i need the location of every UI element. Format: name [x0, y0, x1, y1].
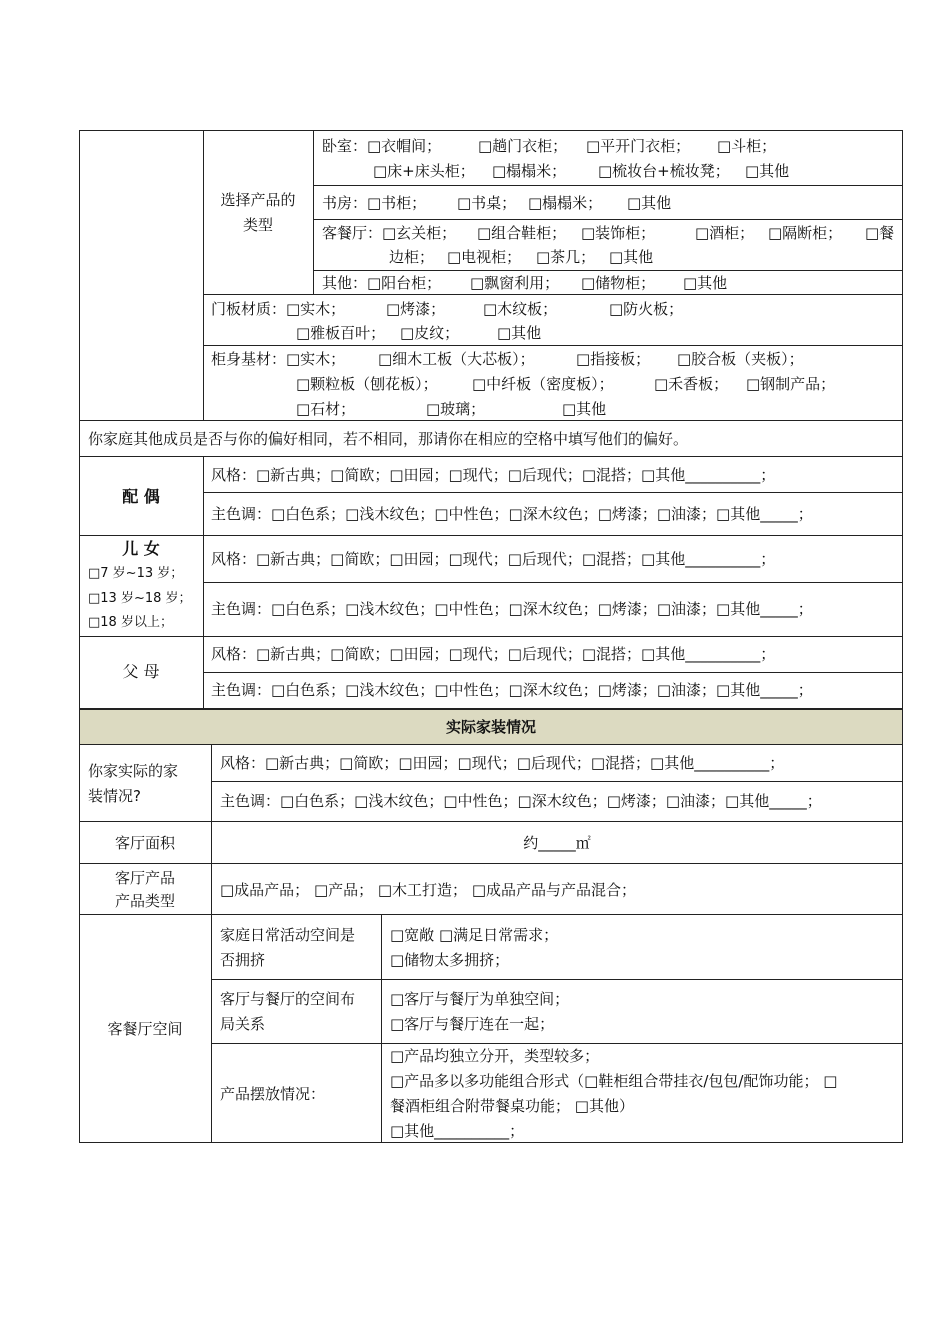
spouse-label: 配 偶 [122, 487, 160, 506]
row-divider [211, 979, 903, 980]
row-divider [79, 636, 903, 637]
row-divider [313, 185, 903, 186]
actual-style[interactable]: 风格：□新古典；□简欧；□田园；□现代；□后现代；□混搭；□其他__________； [220, 754, 785, 772]
study-opt[interactable]: 书房：□书柜； [322, 194, 427, 212]
door-opt[interactable]: □皮纹； [400, 324, 460, 342]
body-opt[interactable]: □指接板； [576, 350, 651, 368]
parents-label: 父 母 [122, 662, 160, 681]
bedroom-opt[interactable]: □趟门衣柜； [478, 137, 568, 155]
row-divider [211, 781, 903, 782]
study-opt[interactable]: □书桌； [457, 194, 517, 212]
living-opt[interactable]: 客餐厅：□玄关柜； [322, 224, 457, 242]
living-opt[interactable]: □电视柜； [447, 248, 522, 266]
q1-label: 家庭日常活动空间是 [220, 926, 356, 944]
living-opt[interactable]: 边柜； [389, 248, 435, 266]
body-opt[interactable]: □细木工板（大芯板）； [378, 350, 535, 368]
bedroom-opt[interactable]: □榻榻米； [492, 162, 567, 180]
q2-label: 局关系 [220, 1015, 266, 1033]
parents-color[interactable]: 主色调：□白色系；□浅木纹色；□中性色；□深木纹色；□烤漆；□油漆；□其他_____； [211, 681, 813, 699]
living-opt[interactable]: □茶几； [536, 248, 596, 266]
living-opt[interactable]: □餐 [865, 224, 895, 242]
q1-opt[interactable]: □宽敞 □满足日常需求； [390, 926, 559, 944]
living-area-label: 客厅面积 [114, 834, 175, 852]
body-opt[interactable]: □禾香板； [654, 375, 729, 393]
row-divider [79, 420, 903, 421]
other-opt[interactable]: □其他 [683, 274, 728, 292]
row-divider [79, 863, 903, 864]
body-opt[interactable]: 柜身基材：□实木； [211, 350, 346, 368]
col-divider [381, 914, 382, 1143]
door-opt[interactable]: □其他 [497, 324, 542, 342]
body-opt[interactable]: □石材； [296, 400, 356, 418]
q3-opt[interactable]: □产品均独立分开，类型较多； [390, 1047, 600, 1065]
q2-opt[interactable]: □客厅与餐厅为单独空间； [390, 990, 570, 1008]
other-opt[interactable]: □飘窗利用； [470, 274, 560, 292]
body-opt[interactable]: □钢制产品； [746, 375, 836, 393]
q3-label: 产品摆放情况： [220, 1085, 326, 1103]
living-type-label: 客厅产品 [114, 869, 175, 887]
door-opt[interactable]: □烤漆； [386, 300, 446, 318]
family-note: 你家庭其他成员是否与你的偏好相同，若不相同，那请你在相应的空格中填写他们的偏好。 [88, 430, 689, 448]
row-divider [203, 672, 903, 673]
children-style[interactable]: 风格：□新古典；□简欧；□田园；□现代；□后现代；□混搭；□其他__________； [211, 550, 776, 568]
body-opt[interactable]: □颗粒板（刨花板）； [296, 375, 438, 393]
q1-label: 否拥挤 [220, 951, 266, 969]
bedroom-opt[interactable]: □梳妆台+梳妆凳； [598, 162, 730, 180]
space-label: 客餐厅空间 [107, 1020, 183, 1038]
spouse-style[interactable]: 风格：□新古典；□简欧；□田园；□现代；□后现代；□混搭；□其他__________； [211, 466, 776, 484]
bedroom-opt[interactable]: □斗柜； [717, 137, 777, 155]
living-opt[interactable]: □装饰柜； [581, 224, 656, 242]
q1-opt[interactable]: □储物太多拥挤； [390, 951, 510, 969]
living-opt[interactable]: □酒柜； [695, 224, 755, 242]
door-opt[interactable]: □木纹板； [483, 300, 558, 318]
children-color[interactable]: 主色调：□白色系；□浅木纹色；□中性色；□深木纹色；□烤漆；□油漆；□其他_____； [211, 600, 813, 618]
body-opt[interactable]: □中纤板（密度板）； [472, 375, 614, 393]
q3-opt[interactable]: 餐酒柜组合附带餐桌功能； □其他） [390, 1097, 634, 1115]
col-divider [211, 744, 212, 1143]
row-divider [313, 270, 903, 271]
row-divider [79, 535, 903, 536]
living-opt[interactable]: □隔断柜； [768, 224, 843, 242]
study-opt[interactable]: □榻榻米； [528, 194, 603, 212]
q2-opt[interactable]: □客厅与餐厅连在一起； [390, 1015, 555, 1033]
select-type-label: 类型 [242, 216, 273, 234]
actual-header: 实际家装情况 [445, 718, 536, 736]
row-divider [211, 1043, 903, 1044]
living-area-value[interactable]: 约_____㎡ [523, 834, 591, 852]
parents-style[interactable]: 风格：□新古典；□简欧；□田园；□现代；□后现代；□混搭；□其他__________； [211, 645, 776, 663]
bedroom-opt[interactable]: 卧室：□衣帽间； [322, 137, 442, 155]
bedroom-opt[interactable]: □平开门衣柜； [586, 137, 691, 155]
living-type-label: 产品类型 [114, 892, 175, 910]
children-label: 儿 女 [122, 539, 160, 558]
row-divider [203, 294, 903, 295]
q2-label: 客厅与餐厅的空间布 [220, 990, 356, 1008]
spouse-color[interactable]: 主色调：□白色系；□浅木纹色；□中性色；□深木纹色；□烤漆；□油漆；□其他_____； [211, 505, 813, 523]
row-divider [79, 821, 903, 822]
bedroom-opt[interactable]: □其他 [745, 162, 790, 180]
door-opt[interactable]: 门板材质：□实木； [211, 300, 346, 318]
body-opt[interactable]: □胶合板（夹板）； [677, 350, 804, 368]
children-age-opt[interactable]: □13 岁~18 岁； [88, 591, 192, 606]
select-type-label: 选择产品的 [220, 191, 296, 209]
children-age-opt[interactable]: □7 岁~13 岁； [88, 566, 184, 581]
row-divider [203, 492, 903, 493]
living-opt[interactable]: □其他 [609, 248, 654, 266]
children-age-opt[interactable]: □18 岁以上； [88, 615, 173, 630]
row-divider [203, 582, 903, 583]
actual-label: 装情况? [88, 787, 141, 805]
living-opt[interactable]: □组合鞋柜； [477, 224, 567, 242]
row-divider [79, 914, 903, 915]
door-opt[interactable]: □防火板； [609, 300, 684, 318]
body-opt[interactable]: □其他 [562, 400, 607, 418]
q3-opt[interactable]: □产品多以多功能组合形式（□鞋柜组合带挂衣/包包/配饰功能； □ [390, 1072, 838, 1090]
other-opt[interactable]: 其他：□阳台柜； [322, 274, 442, 292]
actual-label: 你家实际的家 [88, 762, 179, 780]
living-type-value[interactable]: □成品产品； □产品； □木工打造； □成品产品与产品混合； [220, 881, 636, 899]
col-divider [203, 130, 204, 420]
actual-color[interactable]: 主色调：□白色系；□浅木纹色；□中性色；□深木纹色；□烤漆；□油漆；□其他_____； [220, 792, 822, 810]
study-opt[interactable]: □其他 [627, 194, 672, 212]
q3-opt[interactable]: □其他__________； [390, 1122, 525, 1140]
bedroom-opt[interactable]: □床+床头柜； [373, 162, 475, 180]
other-opt[interactable]: □储物柜； [581, 274, 656, 292]
door-opt[interactable]: □雅板百叶； [296, 324, 386, 342]
body-opt[interactable]: □玻璃； [426, 400, 486, 418]
row-divider [203, 345, 903, 346]
row-divider [313, 219, 903, 220]
